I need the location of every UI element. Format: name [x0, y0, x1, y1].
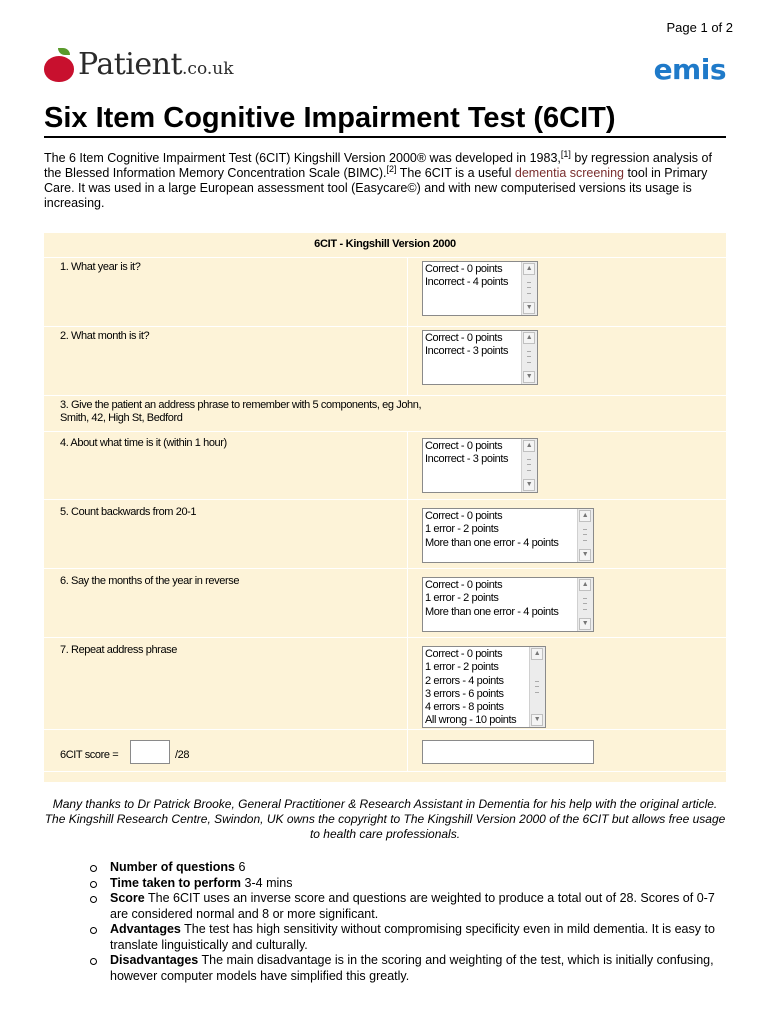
patient-logo-suffix: .co.uk: [182, 59, 234, 79]
option[interactable]: More than one error - 4 points: [425, 605, 559, 618]
option[interactable]: 3 errors - 6 points: [425, 687, 504, 700]
emis-logo[interactable]: emis: [653, 53, 726, 86]
page-number: Page 1 of 2: [666, 20, 733, 35]
option[interactable]: Incorrect - 3 points: [425, 453, 509, 466]
option[interactable]: Incorrect - 4 points: [425, 276, 509, 289]
list-item-label: Disadvantages: [110, 953, 199, 967]
scrollbar[interactable]: [529, 647, 545, 727]
6cit-form: [44, 233, 726, 782]
scrollbar[interactable]: [521, 262, 537, 315]
list-item: [88, 891, 728, 922]
option[interactable]: 1 error - 2 points: [425, 661, 499, 674]
scrollbar[interactable]: [577, 509, 593, 562]
list-item: [88, 876, 728, 892]
score-label: 6CIT score =: [60, 749, 119, 761]
scroll-up-icon[interactable]: ▲: [523, 263, 535, 275]
page-title: Six Item Cognitive Impairment Test (6CIT): [44, 100, 726, 138]
patient-logo[interactable]: [44, 42, 234, 82]
option[interactable]: Correct - 0 points: [425, 648, 503, 660]
score-input[interactable]: [130, 740, 170, 764]
scrollbar[interactable]: [521, 439, 537, 492]
reference-2-link[interactable]: [2]: [386, 163, 397, 174]
intro-text-4: tool in Primary Care. It was used in a large European assessment tool (Easycare©) and with new computerised versions its usage is increasing.: [44, 166, 708, 210]
reference-1-link[interactable]: [1]: [560, 148, 571, 159]
scroll-down-icon[interactable]: ▼: [523, 371, 535, 383]
list-item-label: Score: [110, 891, 145, 905]
question-6: 6. Say the months of the year in reverse: [60, 575, 240, 587]
scroll-down-icon[interactable]: ▼: [523, 302, 535, 314]
list-item-label: Time taken to perform: [110, 875, 242, 890]
summary-list: [88, 860, 728, 984]
scroll-up-icon[interactable]: ▲: [579, 510, 591, 522]
form-title: 6CIT - Kingshill Version 2000: [314, 238, 456, 250]
option[interactable]: Correct - 0 points: [425, 263, 503, 275]
intro-text-1: The 6 Item Cognitive Impairment Test (6CIT) Kingshill Version 2000® was developed in 1983,: [44, 151, 561, 165]
acknowledgement: Many thanks to Dr Patrick Brooke, General Practitioner & Research Assistant in Dementia for his help with the original article. The Kingshill Research Centre, Swindon, UK owns the copyright to The Kingshill Version 2000 of the 6CIT but allows free usage to health care professionals.: [44, 797, 726, 841]
scroll-down-icon[interactable]: ▼: [523, 479, 535, 491]
scroll-up-icon[interactable]: ▲: [579, 579, 591, 591]
option[interactable]: Correct - 0 points: [425, 332, 503, 344]
question-1: 1. What year is it?: [60, 261, 141, 273]
scrollbar[interactable]: [577, 578, 593, 631]
option[interactable]: All wrong - 10 points: [425, 714, 517, 727]
option[interactable]: Correct - 0 points: [425, 510, 503, 522]
result-field[interactable]: [422, 740, 594, 764]
option[interactable]: More than one error - 4 points: [425, 536, 559, 549]
list-item-text: 3-4 mins: [241, 875, 293, 890]
intro-paragraph: [44, 148, 726, 211]
question-2: 2. What month is it?: [60, 330, 150, 342]
list-item-label: Advantages: [110, 922, 181, 936]
list-item-text: 6: [235, 860, 246, 874]
scroll-up-icon[interactable]: ▲: [523, 440, 535, 452]
scroll-down-icon[interactable]: ▼: [531, 714, 543, 726]
apple-icon: [44, 48, 76, 82]
list-item: [88, 860, 728, 876]
scroll-down-icon[interactable]: ▼: [579, 549, 591, 561]
intro-text-2: by regression analysis of the Blessed Information Memory Concentration Scale (BIMC).: [44, 151, 712, 180]
option[interactable]: 4 errors - 8 points: [425, 701, 504, 714]
question-5-select[interactable]: [422, 508, 594, 563]
question-7: 7. Repeat address phrase: [60, 644, 177, 656]
option[interactable]: Correct - 0 points: [425, 579, 503, 591]
scroll-up-icon[interactable]: ▲: [531, 648, 543, 660]
scroll-down-icon[interactable]: ▼: [579, 618, 591, 630]
question-6-select[interactable]: [422, 577, 594, 632]
list-item: [88, 953, 728, 984]
question-1-select[interactable]: [422, 261, 538, 316]
option[interactable]: Correct - 0 points: [425, 440, 503, 452]
question-4: 4. About what time is it (within 1 hour): [60, 437, 227, 449]
question-2-select[interactable]: [422, 330, 538, 385]
question-4-select[interactable]: [422, 438, 538, 493]
list-item-text: The main disadvantage is in the scoring and weighting of the test, which is initially confusing, however computer models have simplified this greatly.: [110, 953, 714, 983]
option[interactable]: 1 error - 2 points: [425, 523, 499, 536]
patient-logo-text: Patient: [78, 47, 183, 82]
scrollbar[interactable]: [521, 331, 537, 384]
scroll-up-icon[interactable]: ▲: [523, 332, 535, 344]
intro-text-3: The 6CIT is a useful: [396, 166, 515, 180]
question-7-select[interactable]: [422, 646, 546, 728]
option[interactable]: Incorrect - 3 points: [425, 345, 509, 358]
question-3: 3. Give the patient an address phrase to remember with 5 components, eg John, Smith, 42, High St, Bedford: [60, 399, 422, 424]
list-item-text: The 6CIT uses an inverse score and questions are weighted to produce a total out of 28. Scores of 0-7 are considered normal and 8 or more significant.: [110, 891, 715, 921]
score-suffix: /28: [175, 749, 190, 761]
dementia-screening-link[interactable]: dementia screening: [514, 166, 624, 180]
list-item-label: Number of questions: [110, 860, 236, 874]
option[interactable]: 1 error - 2 points: [425, 592, 499, 605]
option[interactable]: 2 errors - 4 points: [425, 674, 504, 687]
question-5: 5. Count backwards from 20-1: [60, 506, 197, 518]
list-item-text: The test has high sensitivity without compromising specificity even in mild dementia. It is easy to translate linguistically and culturally.: [110, 922, 715, 952]
list-item: [88, 922, 728, 953]
